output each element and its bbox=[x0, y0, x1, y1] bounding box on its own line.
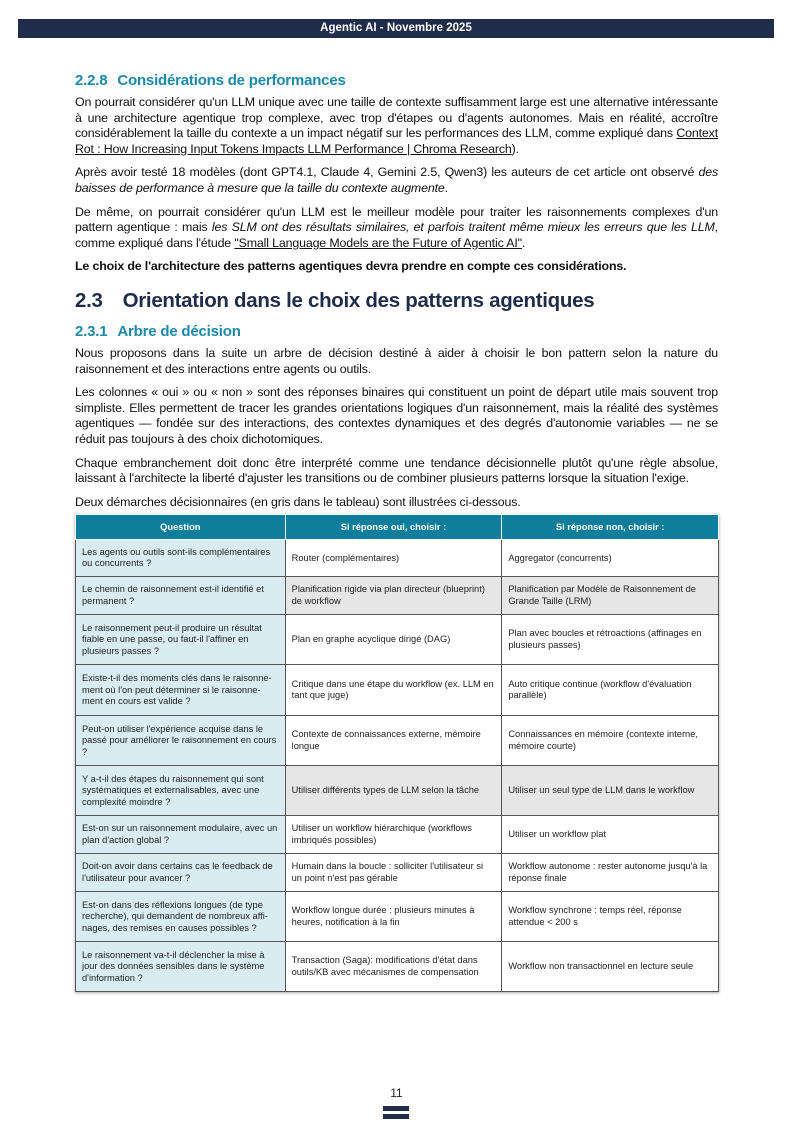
slm-study-link[interactable]: "Small Language Models are the Future of Agentic AI" bbox=[234, 235, 522, 250]
table-cell-no: Workflow autonome : rester autonome jusqu'à la réponse finale bbox=[502, 854, 719, 892]
paragraph-text: On pourrait considérer qu'un LLM unique avec une taille de contexte suffisamment large est une alternative intéressante à une architecture agentique trop complexe, avec trop d'étapes ou d'agents autonomes. Mais en réalité, accroître considérablement la taille du contexte a un impact négatif sur les performances des LLM, comme expliqué dans bbox=[75, 95, 718, 141]
table-cell-question: Doit-on avoir dans certains cas le feedback de l'utilisateur pour avancer ? bbox=[76, 854, 286, 892]
table-cell-no: Workflow synchrone : temps réel, réponse attendue < 200 s bbox=[502, 892, 719, 942]
section-title: Considérations de performances bbox=[117, 72, 346, 89]
context-rot-link[interactable]: Context Rot : How Increasing Input Tokens Impacts LLM Performance | Chroma Research bbox=[75, 126, 718, 156]
column-header-yes: Si réponse oui, choisir : bbox=[285, 515, 502, 540]
footer-bar-top bbox=[383, 1106, 409, 1111]
table-row bbox=[76, 766, 719, 816]
table-cell-question: Le chemin de raisonnement est-il identifié et permanent ? bbox=[76, 577, 286, 615]
paragraph-models-tested bbox=[75, 165, 718, 196]
paragraph-text: . bbox=[444, 180, 448, 195]
table-cell-question: Existe-t-il des moments clés dans le raisonne-ment où l'on peut déterminer si le raisonne-ment en cours est valide ? bbox=[76, 665, 286, 716]
footer-bar-bottom bbox=[383, 1114, 409, 1119]
table-cell-question: Est-on sur un raisonnement modulaire, avec un plan d'action global ? bbox=[76, 816, 286, 854]
table-cell-question: Est-on dans des réflexions longues (de type recherche), qui demandent de nombreux affi-nages, des remises en causes possibles ? bbox=[76, 892, 286, 942]
page-footer-mark bbox=[383, 1106, 409, 1120]
section-number: 2.3 bbox=[75, 288, 103, 312]
paragraph-text: De même, on pourrait considérer qu'un LLM est le meilleur modèle pour traiter les raisonnements complexes d'un pattern agentique : mais bbox=[75, 204, 718, 235]
table-row bbox=[76, 816, 719, 854]
table-cell-no: Planification par Modèle de Raisonnement de Grande Taille (LRM) bbox=[502, 577, 719, 615]
paragraph-text: Après avoir testé 18 modèles (dont GPT4.1, Claude 4, Gemini 2.5, Qwen3) les auteurs de cet article ont observé bbox=[75, 165, 699, 180]
table-cell-yes: Utiliser un workflow hiérarchique (workflows imbriqués possibles) bbox=[285, 816, 502, 854]
table-row bbox=[76, 540, 719, 577]
table-row bbox=[76, 665, 719, 716]
section-number: 2.3.1 bbox=[75, 322, 108, 340]
page-content bbox=[75, 72, 718, 992]
paragraph-branching: Chaque embranchement doit donc être interprété comme une tendance décisionnelle plutôt qu'une règle absolue, laissant à l'architecte la liberté d'ajuster les transitions ou de combiner plusieurs patterns lorsque la situation l'exige. bbox=[75, 455, 718, 486]
table-cell-no: Plan avec boucles et rétroactions (affinages en plusieurs passes) bbox=[502, 615, 719, 665]
paragraph-text: . bbox=[521, 235, 526, 250]
table-cell-no: Aggregator (concurrents) bbox=[502, 540, 719, 577]
section-2-3-heading bbox=[75, 289, 718, 313]
section-title: Orientation dans le choix des patterns agentiques bbox=[122, 288, 595, 312]
table-row bbox=[76, 854, 719, 892]
table-cell-question: Y a-t-il des étapes du raisonnement qui sont systématiques et externalisables, avec une complexité moindre ? bbox=[76, 766, 286, 816]
table-cell-question: Le raisonnement va-t-il déclencher la mise à jour des données sensibles dans le système d'information ? bbox=[76, 942, 286, 992]
column-header-question: Question bbox=[76, 515, 286, 540]
table-cell-question: Peut-on utiliser l'expérience acquise dans le passé pour améliorer le raisonnement en cours ? bbox=[76, 716, 286, 766]
column-header-no: Si réponse non, choisir : bbox=[502, 515, 719, 540]
paragraph-table-intro: Deux démarches décisionnaires (en gris dans le tableau) sont illustrées ci-dessous. bbox=[75, 494, 521, 509]
header-bar bbox=[18, 19, 774, 38]
section-title: Arbre de décision bbox=[117, 322, 241, 340]
table-cell-yes: Contexte de connaissances externe, mémoire longue bbox=[285, 716, 502, 766]
decision-table bbox=[75, 514, 719, 992]
table-header-row bbox=[76, 515, 719, 540]
emphasis-text: les SLM ont des résultats similaires, et parfois traitent même mieux les erreurs que les LLM bbox=[211, 220, 715, 235]
header-title: Agentic AI - Novembre 2025 bbox=[320, 22, 472, 34]
emphasis-text: des baisses de performance à mesure que la taille du contexte augmente bbox=[75, 165, 718, 195]
table-row bbox=[76, 942, 719, 992]
table-cell-yes: Planification rigide via plan directeur (blueprint) de workflow bbox=[285, 577, 502, 615]
table-row bbox=[76, 577, 719, 615]
table-cell-no: Auto critique continue (workflow d'évaluation parallèle) bbox=[502, 665, 719, 716]
table-row bbox=[76, 615, 719, 665]
paragraph-context-rot bbox=[75, 95, 718, 157]
table-cell-no: Workflow non transactionnel en lecture seule bbox=[502, 942, 719, 992]
table-row bbox=[76, 716, 719, 766]
table-cell-yes: Router (complémentaires) bbox=[285, 540, 502, 577]
paragraph-conclusion: Le choix de l'architecture des patterns agentiques devra prendre en compte ces considérations. bbox=[75, 259, 627, 274]
section-number: 2.2.8 bbox=[75, 72, 108, 89]
table-cell-yes: Transaction (Saga): modifications d'état dans outils/KB avec mécanismes de compensation bbox=[285, 942, 502, 992]
section-2-3-1-heading bbox=[75, 323, 718, 340]
paragraph-text: ). bbox=[511, 141, 519, 156]
table-cell-question: Les agents ou outils sont-ils complémentaires ou concurrents ? bbox=[76, 540, 286, 577]
table-cell-no: Utiliser un workflow plat bbox=[502, 816, 719, 854]
table-cell-yes: Critique dans une étape du workflow (ex. LLM en tant que juge) bbox=[285, 665, 502, 716]
paragraph-binary-answers: Les colonnes « oui » ou « non » sont des réponses binaires qui constituent un point de départ utile mais souvent trop simpliste. Elles permettent de tracer les grandes orientations logiques d'un raisonnement, mais la réalité des systèmes agentiques — fondée sur des interactions, des contextes dynamiques et des degrés d'autonomie variables — ne se réduit pas toujours à des choix dichotomiques. bbox=[75, 385, 718, 446]
table-cell-yes: Workflow longue durée : plusieurs minutes à heures, notification à la fin bbox=[285, 892, 502, 942]
table-cell-no: Utiliser un seul type de LLM dans le workflow bbox=[502, 766, 719, 816]
paragraph-decision-tree-intro: Nous proposons dans la suite un arbre de décision destiné à aider à choisir le bon pattern selon la nature du raisonnement et des interactions entre agents ou outils. bbox=[75, 345, 718, 376]
table-cell-yes: Humain dans la boucle : solliciter l'utilisateur si un point n'est pas gérable bbox=[285, 854, 502, 892]
paragraph-slm bbox=[75, 205, 718, 252]
table-cell-no: Connaissances en mémoire (contexte interne, mémoire courte) bbox=[502, 716, 719, 766]
paragraph-text: , comme expliqué dans l'étude bbox=[75, 220, 718, 250]
page-number: 11 bbox=[390, 1086, 403, 1100]
table-row bbox=[76, 892, 719, 942]
table-cell-yes: Plan en graphe acyclique dirigé (DAG) bbox=[285, 615, 502, 665]
table-cell-yes: Utiliser différents types de LLM selon la tâche bbox=[285, 766, 502, 816]
table-cell-question: Le raisonnement peut-il produire un résultat fiable en une passe, ou faut-il l'affiner en plusieurs passes ? bbox=[76, 615, 286, 665]
section-2-2-8-heading bbox=[75, 72, 718, 89]
